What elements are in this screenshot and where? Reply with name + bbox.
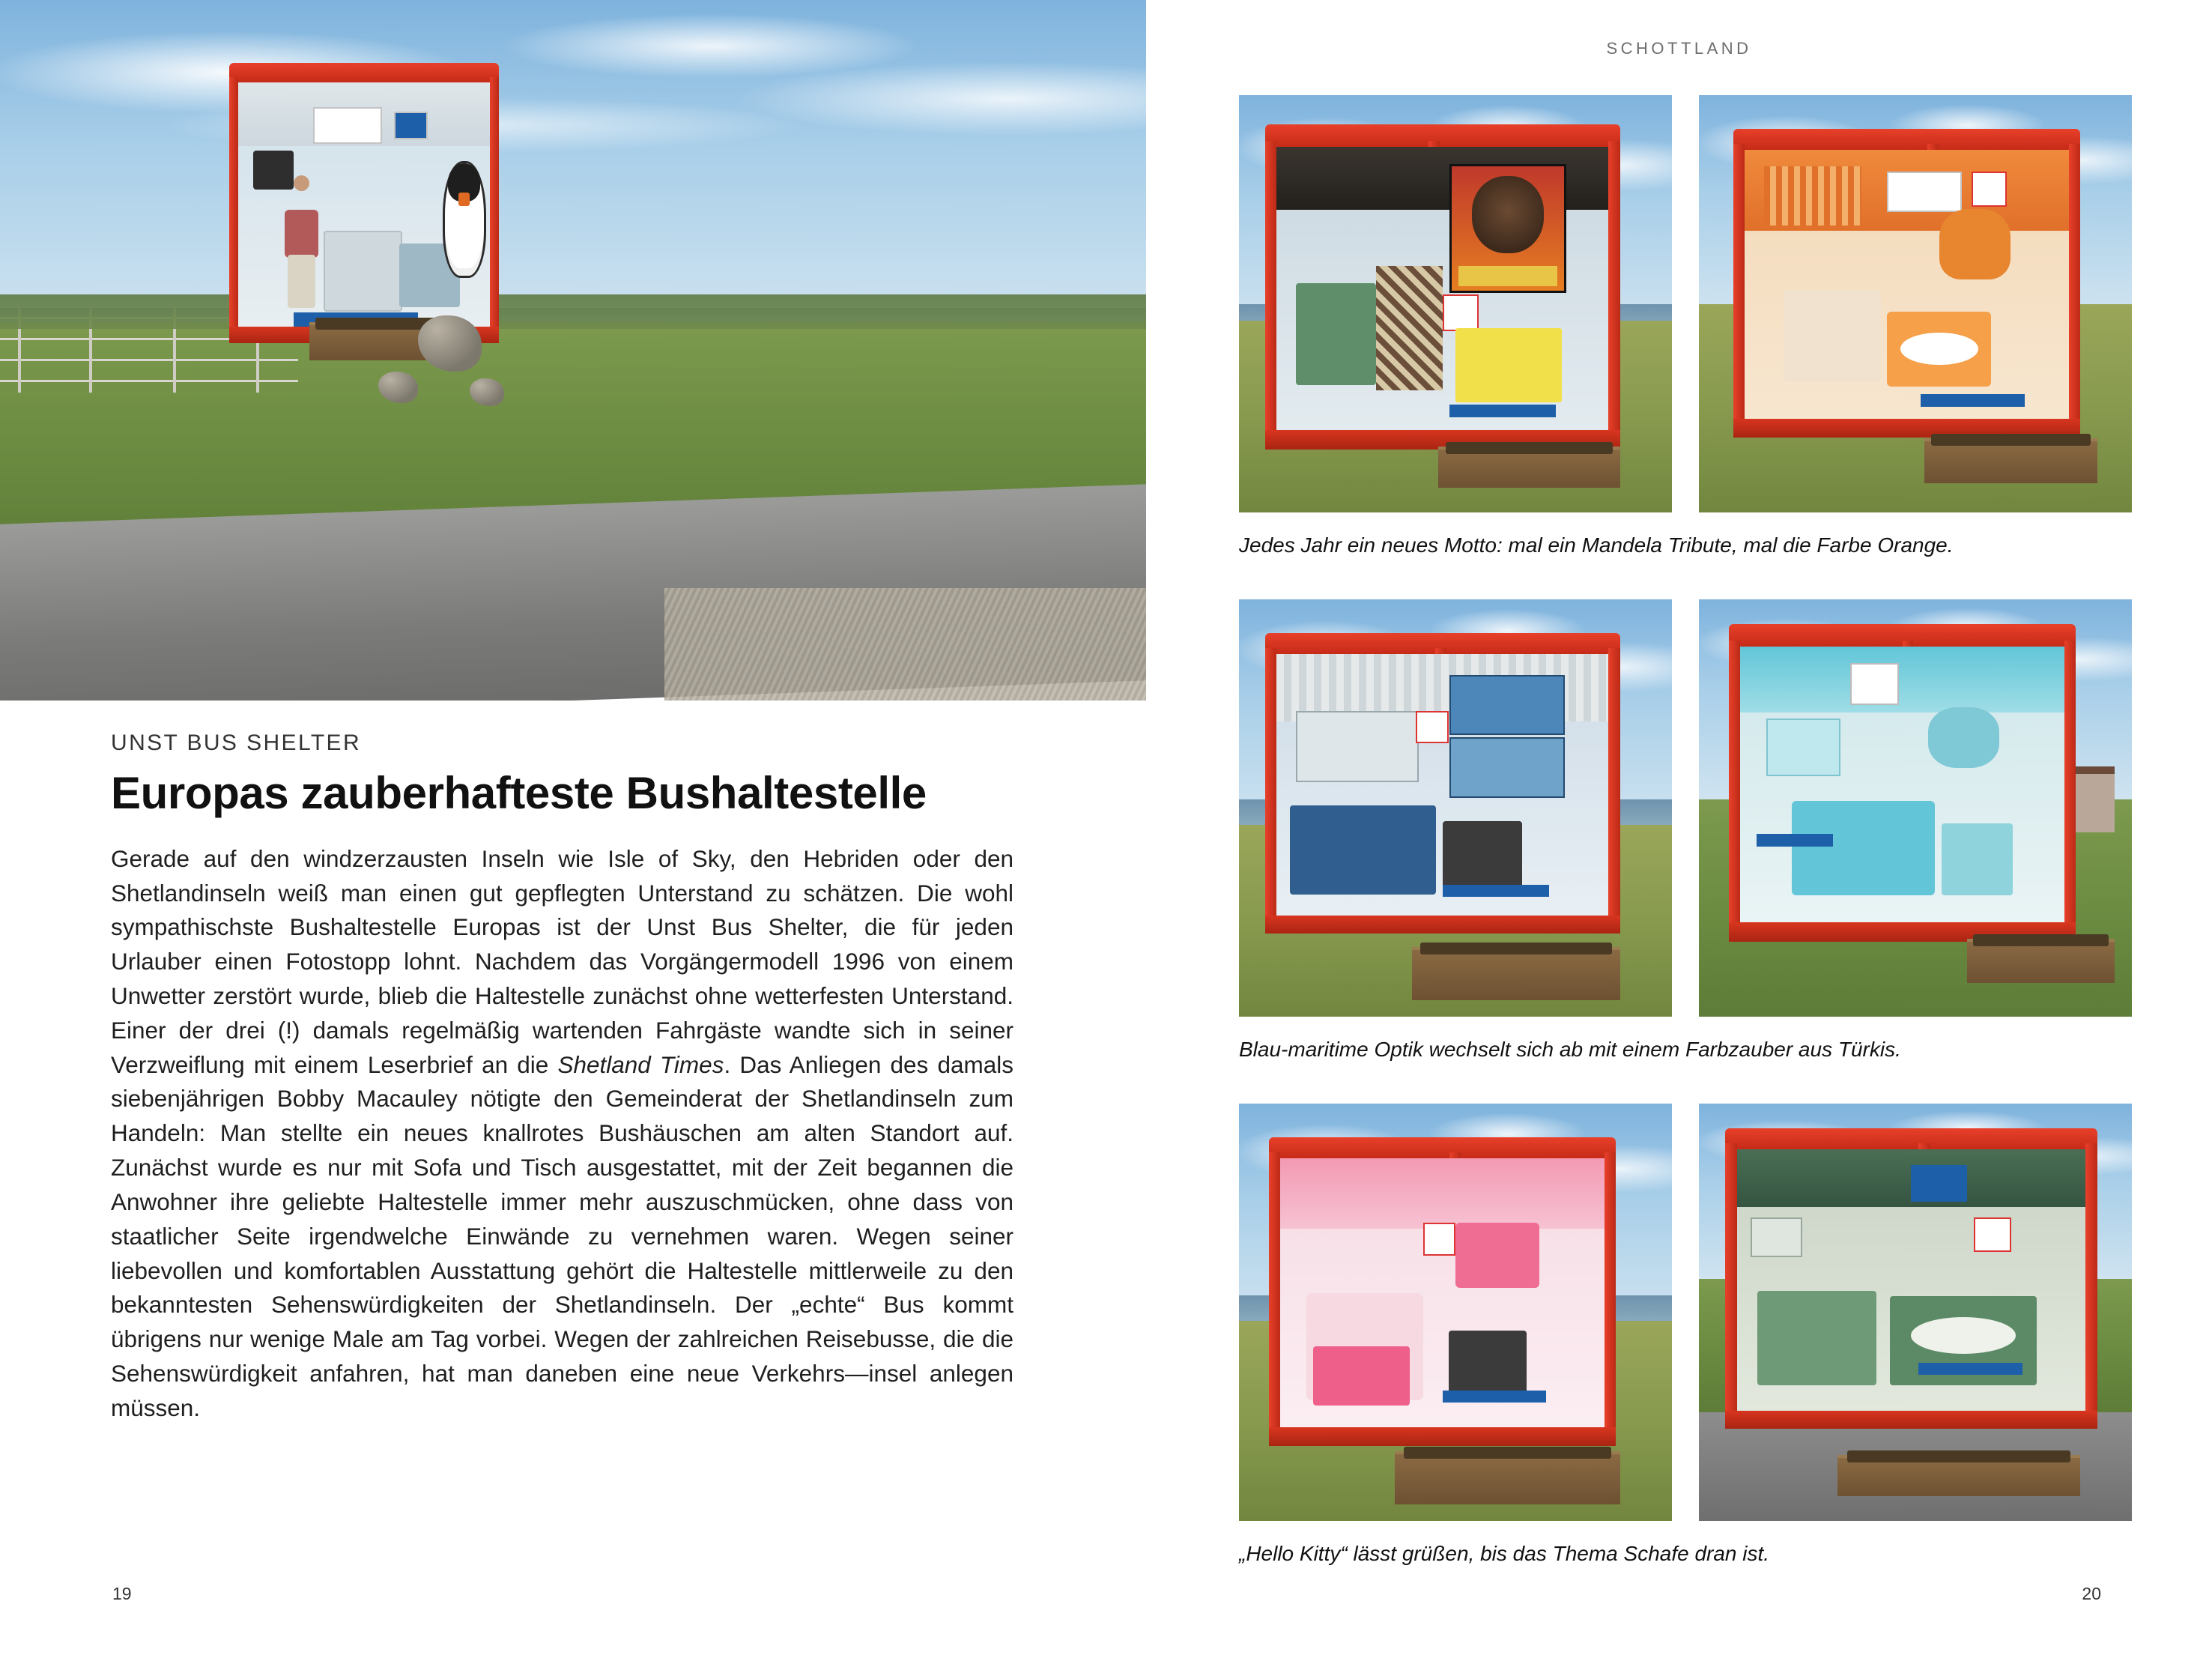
info-sign (1911, 1165, 1966, 1202)
council-sign (1443, 885, 1549, 897)
caption-row-2: Blau-maritime Optik wechselt sich ab mit einem Farbzauber aus Türkis. (1239, 1038, 1901, 1061)
council-sign (1918, 1363, 2022, 1375)
planter-box (1837, 1455, 2080, 1495)
blue-ornament (1928, 707, 1999, 768)
body-part-2: . Das Anliegen des damals siebenjährigen Bobby Macauley nötigte den Gemeinderat der Shetlandinseln zum Handeln: Man stellte ein neues knallrotes Bushäuschen am alten Standort auf. Zunächst wurde es nur mit Sofa und Tisch ausgestattet, mit der Zeit begannen die Anwohner ihre geliebte Haltestelle immer mehr auszuschmücken, ohne dass von staatlicher Seite irgendwelche Einwände zu vernehmen waren. Wegen seiner liebevollen und komfortablen Ausstattung gehört die Haltestelle mittlerweile zu den bekanntesten Sehenswürdigkeiten der Shetlandinseln. Der „echte“ Bus kommt übrigens nur wenige Male am Tag vorbei. Wegen der zahlreichen Reisebusse, die die Sehenswürdigkeit anfahren, hat man daneben eine neue Verkehrs—insel anlegen müssen. (111, 1050, 1014, 1421)
page-title: Europas zauberhafteste Bushaltestelle (111, 768, 927, 818)
patterned-panel (1376, 266, 1443, 390)
shelter-roof (229, 63, 499, 82)
notice-sign (1887, 172, 1961, 212)
sea-poster-bottom (1449, 737, 1566, 798)
yellow-crate (1455, 328, 1562, 402)
body-italic-title: Shetland Times (557, 1050, 724, 1078)
page-right (1146, 0, 2212, 1655)
notice-sign (1850, 663, 1899, 705)
notice-sign (313, 107, 382, 145)
no-smoking-sign (1416, 711, 1449, 742)
gravel-verge (664, 588, 1146, 701)
sheepskin-cushion (1784, 290, 1881, 381)
striped-drape (1764, 166, 1861, 226)
distant-hills (0, 294, 1146, 330)
photo-mandela-shelter (1239, 95, 1672, 512)
council-sign (1449, 405, 1556, 417)
turquoise-curtain (1740, 647, 2064, 712)
planter-box (1438, 447, 1620, 487)
photo-row-2 (1239, 599, 2132, 1017)
planter-box (1395, 1451, 1620, 1504)
shelter-frame (1725, 1128, 2097, 1429)
tv-set (1443, 821, 1522, 895)
shelter-post-right (490, 77, 499, 343)
blue-bench (1290, 805, 1436, 895)
body-part-1: Gerade auf den windzerzausten Inseln wie Isle of Sky, den Hebriden oder den Shetlandinseln weiß man einen gut gepflegten Unterstand zu schätzen. Die wohl sympathischste Bushaltestelle Europas ist der Unst Bus Shelter, die für jeden Urlauber einen Fotostopp lohnt. Nachdem das Vorgängermodell 1996 von einem Unwetter zerstört wurde, blieb die Haltestelle zunächst ohne wetterfesten Unterstand. Einer der drei (!) damals regelmäßig wartenden Fahrgäste wandte sich in seiner Verzweiflung mit einem Leserbrief an die (111, 844, 1013, 1078)
decorative-plates (1900, 333, 1978, 365)
council-sign (1443, 1391, 1547, 1403)
caption-row-1: Jedes Jahr ein neues Motto: mal ein Mandela Tribute, mal die Farbe Orange. (1239, 533, 1954, 557)
wall-picture (1751, 1217, 1802, 1257)
article-block (111, 730, 1013, 1449)
green-dresser (1757, 1291, 1876, 1385)
photo-turquoise-shelter (1699, 599, 2132, 1017)
puffin-figure (443, 161, 486, 278)
turquoise-sofa (1792, 801, 1934, 895)
running-head: SCHOTTLAND (1606, 39, 1752, 58)
no-smoking-sign (1974, 1217, 2012, 1252)
hero-photo (0, 0, 1146, 701)
photo-sheep-shelter (1699, 1104, 2132, 1521)
photo-orange-shelter (1699, 95, 2132, 512)
council-sign (1921, 394, 2025, 406)
side-cabinet (1942, 823, 2013, 895)
shelter-frame (1729, 624, 2075, 941)
info-sign (394, 112, 427, 139)
photo-hello-kitty-shelter (1239, 1104, 1672, 1521)
pink-curtain (1280, 1158, 1605, 1228)
orange-teddy (1939, 209, 2011, 279)
photo-maritime-shelter (1239, 599, 1672, 1017)
seated-visitor (275, 175, 327, 309)
planter-box (1967, 939, 2115, 984)
shelter-frame (1269, 1137, 1615, 1446)
clouds (0, 0, 1146, 329)
folio-right: 20 (2082, 1584, 2101, 1603)
shelter-frame (1265, 633, 1620, 934)
council-sign (1757, 834, 1833, 847)
sea-poster-top (1449, 675, 1566, 736)
pink-sofa (1313, 1346, 1410, 1406)
no-smoking-sign (1972, 172, 2007, 207)
planter-box (1924, 438, 2097, 483)
photo-row-1 (1239, 95, 2132, 512)
no-smoking-sign (1443, 294, 1479, 331)
pink-flowers (1455, 1223, 1540, 1287)
planter-box (1412, 947, 1619, 1000)
sailing-ship-picture (1296, 711, 1419, 782)
mandela-poster (1449, 164, 1567, 293)
sofa (324, 231, 402, 312)
sheep-figures (1911, 1317, 2016, 1354)
caption-row-3: „Hello Kitty“ lässt grüßen, bis das Thema Schafe dran ist. (1239, 1542, 1770, 1565)
article-kicker: UNST BUS SHELTER (111, 730, 362, 755)
shelter-frame (1265, 124, 1620, 450)
green-chair (1296, 283, 1375, 385)
shelter-frame (1733, 129, 2079, 438)
wall-picture (1766, 718, 1840, 777)
folio-left: 19 (112, 1584, 132, 1603)
photo-row-3 (1239, 1104, 2132, 1521)
article-body (111, 842, 1013, 1426)
shelter-post-left (229, 77, 238, 343)
no-smoking-sign (1423, 1223, 1455, 1255)
